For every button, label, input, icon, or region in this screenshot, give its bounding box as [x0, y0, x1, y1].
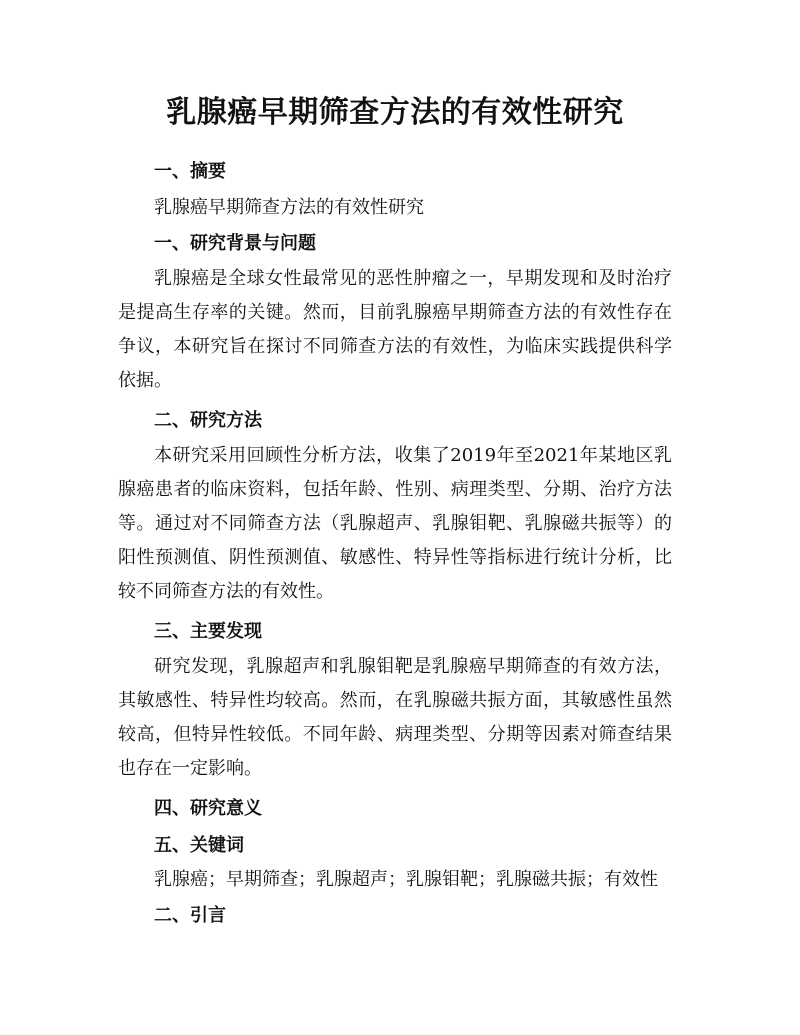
methods-heading: 二、研究方法	[154, 410, 262, 431]
methods-paragraph: 本研究采用回顾性分析方法，收集了2019年至2021年某地区乳腺癌患者的临床资料，包括年龄、性别、病理类型、分期、治疗方法等。通过对不同筛查方法（乳腺超声、乳腺钼靶、乳腺磁共振等）的阳性预测值、阴性预测值、敏感性、特异性等指标进行统计分析，比较不同筛查方法的有效性。	[118, 445, 672, 602]
background-paragraph: 乳腺癌是全球女性最常见的恶性肿瘤之一，早期发现和及时治疗是提高生存率的关键。然而，目前乳腺癌早期筛查方法的有效性存在争议，本研究旨在探讨不同筛查方法的有效性，为临床实践提供科学依据。	[118, 268, 672, 391]
keywords-heading: 五、关键词	[154, 835, 244, 856]
background-heading: 一、研究背景与问题	[154, 233, 316, 254]
significance-heading: 四、研究意义	[154, 798, 262, 819]
abstract-text: 乳腺癌早期筛查方法的有效性研究	[154, 197, 424, 218]
abstract-heading: 一、摘要	[154, 161, 226, 182]
findings-heading: 三、主要发现	[154, 621, 262, 642]
keywords-text: 乳腺癌；早期筛查；乳腺超声；乳腺钼靶；乳腺磁共振；有效性	[154, 869, 658, 890]
introduction-heading: 二、引言	[154, 905, 226, 926]
findings-paragraph: 研究发现，乳腺超声和乳腺钼靶是乳腺癌早期筛查的有效方法，其敏感性、特异性均较高。然而，在乳腺磁共振方面，其敏感性虽然较高，但特异性较低。不同年龄、病理类型、分期等因素对筛查结果也存在一定影响。	[118, 656, 672, 779]
document-title: 乳腺癌早期筛查方法的有效性研究	[166, 95, 624, 130]
